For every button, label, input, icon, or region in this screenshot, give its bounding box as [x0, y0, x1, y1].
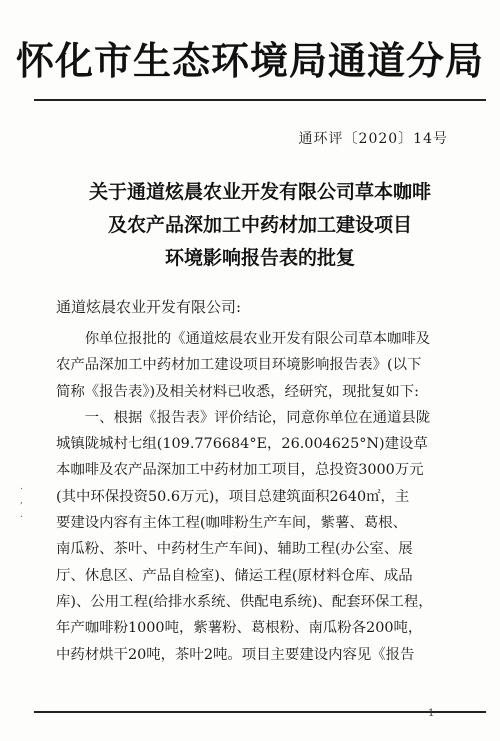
body-line: 厅、休息区、产品自检室)、储运工程(原材料仓库、成品 — [56, 567, 413, 584]
document-body — [56, 326, 464, 668]
body-line: 南瓜粉、茶叶、中药材生产车间)、辅助工程(办公室、展 — [56, 541, 413, 558]
body-line: 简称《报告表》)及相关材料已收悉，经研究，现批复如下: — [56, 383, 420, 400]
document-number: 通环评〔2020〕14号 — [298, 131, 448, 147]
body-line: 中药材烘干20吨，茶叶2吨。项目主要建设内容见《报告 — [56, 646, 415, 663]
document-title-line: 环境影响报告表的批复 — [164, 247, 355, 269]
organization-header: 怀化市生态环境局通道分局 — [15, 38, 484, 83]
body-line: 你单位报批的《通道炫晨农业开发有限公司草本咖啡及 — [56, 331, 431, 347]
document-title — [40, 176, 480, 275]
document-title-line: 及农产品深加工中药材加工建设项目 — [107, 214, 412, 236]
body-line: 年产咖啡粉1000吨，紫薯粉、葛根粉、南瓜粉各200吨， — [56, 620, 423, 637]
addressee: 通道炫晨农业开发有限公司: — [56, 298, 242, 316]
header-rule — [34, 99, 486, 101]
body-line: 库)、公用工程(给排水系统、供配电系统)、配套环保工程， — [56, 593, 433, 610]
body-line: 城镇陇城村七组(109.776684°E，26.004625°N)建设草 — [56, 436, 428, 453]
page-number: 1 — [428, 708, 435, 719]
scan-specks: . , . — [20, 482, 23, 520]
body-line: 要建设内容有主体工程(咖啡粉生产车间，紫薯、葛根、 — [56, 515, 407, 532]
body-line: (其中环保投资50.6万元)，项目总建筑面积2640㎡，主 — [56, 488, 410, 505]
footer-rule — [34, 711, 486, 713]
body-line: 农产品深加工中药材加工建设项目环境影响报告表》(以下 — [56, 357, 422, 374]
body-line: 本咖啡及农产品深加工中药材加工项目，总投资3000万元 — [56, 462, 424, 479]
document-title-line: 关于通道炫晨农业开发有限公司草本咖啡 — [88, 181, 431, 203]
body-line: 一、根据《报告表》评价结论，同意你单位在通道县陇 — [56, 409, 431, 426]
